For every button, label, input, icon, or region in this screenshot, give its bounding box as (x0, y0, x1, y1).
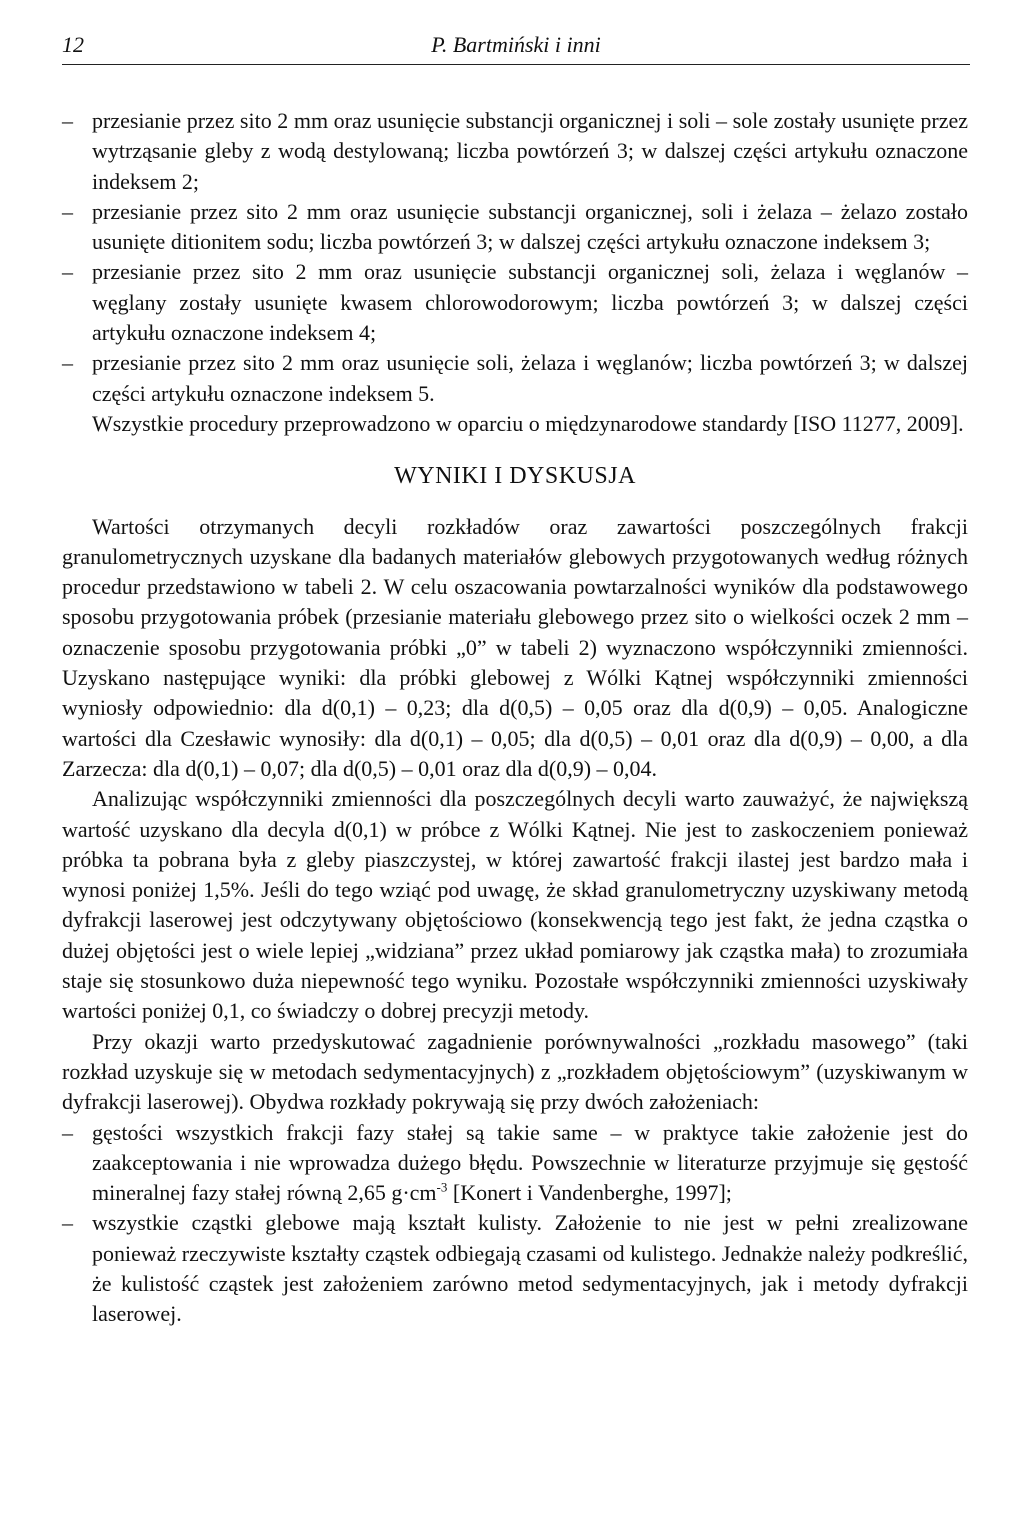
list-item (62, 1208, 968, 1329)
section-title: WYNIKI I DYSKUSJA (394, 463, 636, 490)
list-item (62, 1118, 968, 1209)
list-dash: – (62, 1210, 73, 1236)
paragraph-results-2: Analizując współczynniki zmienności dla poszczególnych decyli warto zauważyć, że największą wartość uzyskano dla decyla d(0,1) w próbce z Wólki Kątnej. Nie jest to zaskoczeniem ponieważ próbka ta pobrana była z gleby piaszczystej, w której zawartość frakcji ilastej jest bardzo mała i wynosi poniżej 1,5%. Jeśli do tego wziąć pod uwagę, że skład granulometryczny uzyskiwany metodą dyfrakcji laserowej jest odczytywany objętościowo (konsekwencją tego jest fakt, że jedna cząstka o dużej objętości jest o wiele lepiej „widziana” przez układ pomiarowy jak cząstka mała) to zrozumiała staje się stosunkowo duża niepewność tego wyniku. Pozostałe współczynniki zmienności uzyskiwały wartości poniżej 0,1, co świadczy o dobrej precyzji metody. (62, 786, 968, 1024)
list-item-text: przesianie przez sito 2 mm oraz usunięcie substancji organicznej soli, żelaza i węglanów – węglany zostały usunięte kwasem chlorowodorowym; liczba powtórzeń 3; w dalszej części artykułu oznaczone indeksem 4; (92, 259, 968, 346)
list-item-text: przesianie przez sito 2 mm oraz usunięcie soli, żelaza i węglanów; liczba powtórzeń 3; w dalszej części artykułu oznaczone indeksem 5. (92, 350, 968, 406)
list-item-text: wszystkie cząstki glebowe mają kształt kulisty. Założenie to nie jest w pełni zrealizowane ponieważ rzeczywiste kształty cząstek odbiegają czasami od kulistego. Jednakże należy podkreślić, że kulistość cząstek jest założeniem zarówno metod sedymentacyjnych, jak i metody dyfrakcji laserowej. (92, 1210, 968, 1327)
procedure-list (62, 106, 968, 409)
page-number: 12 (62, 32, 84, 57)
list-item-text: przesianie przez sito 2 mm oraz usunięcie substancji organicznej i soli – sole zostały usunięte przez wytrząsanie gleby z wodą destylowaną; liczba powtórzeń 3; w dalszej części artykułu oznaczone indeksem 2; (92, 108, 968, 194)
list-item-text: przesianie przez sito 2 mm oraz usunięcie substancji organicznej, soli i żelaza – żelazo zostało usunięte ditionitem sodu; liczba powtórzeń 3; w dalszej części artykułu oznaczone indeksem 3; (92, 198, 968, 255)
list-item (62, 106, 968, 197)
list-item (62, 348, 968, 409)
list-dash: – (62, 350, 73, 376)
list-dash: – (62, 108, 73, 133)
list-dash: – (62, 198, 73, 224)
list-item-text: [Konert i Vandenberghe, 1997]; (447, 1180, 732, 1206)
superscript: -3 (436, 1179, 448, 1195)
list-item (62, 197, 968, 258)
list-dash: – (62, 1119, 73, 1145)
paragraph-results-1: Wartości otrzymanych decyli rozkładów oraz zawartości poszczególnych frakcji granulometrycznych uzyskane dla badanych materiałów glebowych przygotowanych według różnych procedur przedstawiono w tabeli 2. W celu oszacowania powtarzalności wyników dla podstawowego sposobu przygotowania próbek (przesianie materiału glebowego przez sito o wielkości oczek 2 mm – oznaczenie sposobu przygotowania próbki „0” w tabeli 2) wyznaczono współczynniki zmienności. Uzyskano następujące wyniki: dla próbki glebowej z Wólki Kątnej współczynniki zmienności wyniosły odpowiednio: dla d(0,1) – 0,23; dla d(0,5) – 0,05 oraz dla d(0,9) – 0,05. Analogiczne wartości dla Czesławic wynosiły: dla d(0,1) – 0,05; dla d(0,5) – 0,01 oraz dla d(0,9) – 0,00, a dla Zarzecza: dla d(0,1) – 0,07; dla d(0,5) – 0,01 oraz dla d(0,9) – 0,04. (62, 513, 968, 781)
paragraph-iso: Wszystkie procedury przeprowadzono w oparciu o międzynarodowe standardy [ISO 11277, 2009]. (92, 410, 964, 436)
paragraph-results-3: Przy okazji warto przedyskutować zagadnienie porównywalności „rozkładu masowego” (taki rozkład uzyskuje się w metodach sedymentacyjnych) z „rozkładem objętościowym” (uzyskiwanym w dyfrakcji laserowej). Obydwa rozkłady pokrywają się przy dwóch założeniach: (62, 1028, 968, 1115)
list-item (62, 257, 968, 348)
running-title: P. Bartmiński i inni (431, 32, 601, 57)
list-item-text: gęstości wszystkich frakcji fazy stałej są takie same – w praktyce takie założenie jest do zaakceptowania i nie wprowadza dużego błędu. Powszechnie w literaturze przyjmuje się gęstość mineralnej fazy stałej równą 2,65 g·cm (92, 1119, 968, 1206)
list-dash: – (62, 259, 73, 285)
page-header (62, 30, 970, 65)
assumption-list (62, 1118, 968, 1330)
page-body (62, 106, 968, 1330)
